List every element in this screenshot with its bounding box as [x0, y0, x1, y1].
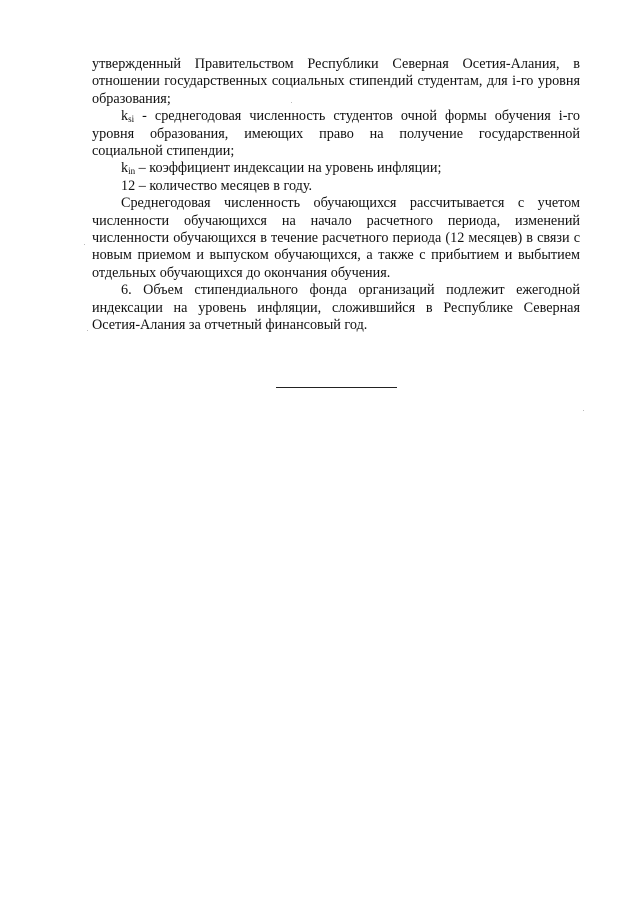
scan-speck: [84, 244, 85, 245]
subscript-si: si: [128, 114, 135, 125]
scan-speck: [583, 410, 584, 411]
document-body: [92, 56, 580, 335]
definition-ksi: [92, 108, 580, 160]
definition-12: 12 – количество месяцев в году.: [121, 177, 313, 194]
scan-speck: [87, 330, 88, 331]
definition-kin: [92, 160, 580, 177]
paragraph-continuation: утвержденный Правительством Республики Северная Осетия-Алания, в отношении государственных социальных стипендий студентам, для i-го уровня образования;: [92, 56, 580, 107]
symbol-k: k: [121, 160, 129, 177]
scan-speck: [291, 102, 292, 103]
symbol-k: k: [121, 108, 129, 125]
definition-ksi-text: - среднегодовая численность студентов очной формы обучения i-го уровня образования, имеющих право на получение государственной социальной стипендии;: [92, 108, 580, 160]
paragraph-average-count: Среднегодовая численность обучающихся рассчитывается с учетом численности обучающихся на начало расчетного периода, изменений численности обучающихся в течение расчетного периода (12 месяцев) в связи с новым приемом и выпуском обучающихся, а также с прибытием и выбытием отдельных обучающихся до окончания обучения.: [92, 195, 580, 281]
end-divider-line: [276, 387, 397, 388]
subscript-in: in: [128, 166, 136, 177]
definition-kin-text: – коэффициент индексации на уровень инфляции;: [135, 160, 442, 177]
paragraph-item-6: 6. Объем стипендиального фонда организаций подлежит ежегодной индексации на уровень инфляции, сложившийся в Республике Северная Осетия-Алания за отчетный финансовый год.: [92, 282, 580, 334]
